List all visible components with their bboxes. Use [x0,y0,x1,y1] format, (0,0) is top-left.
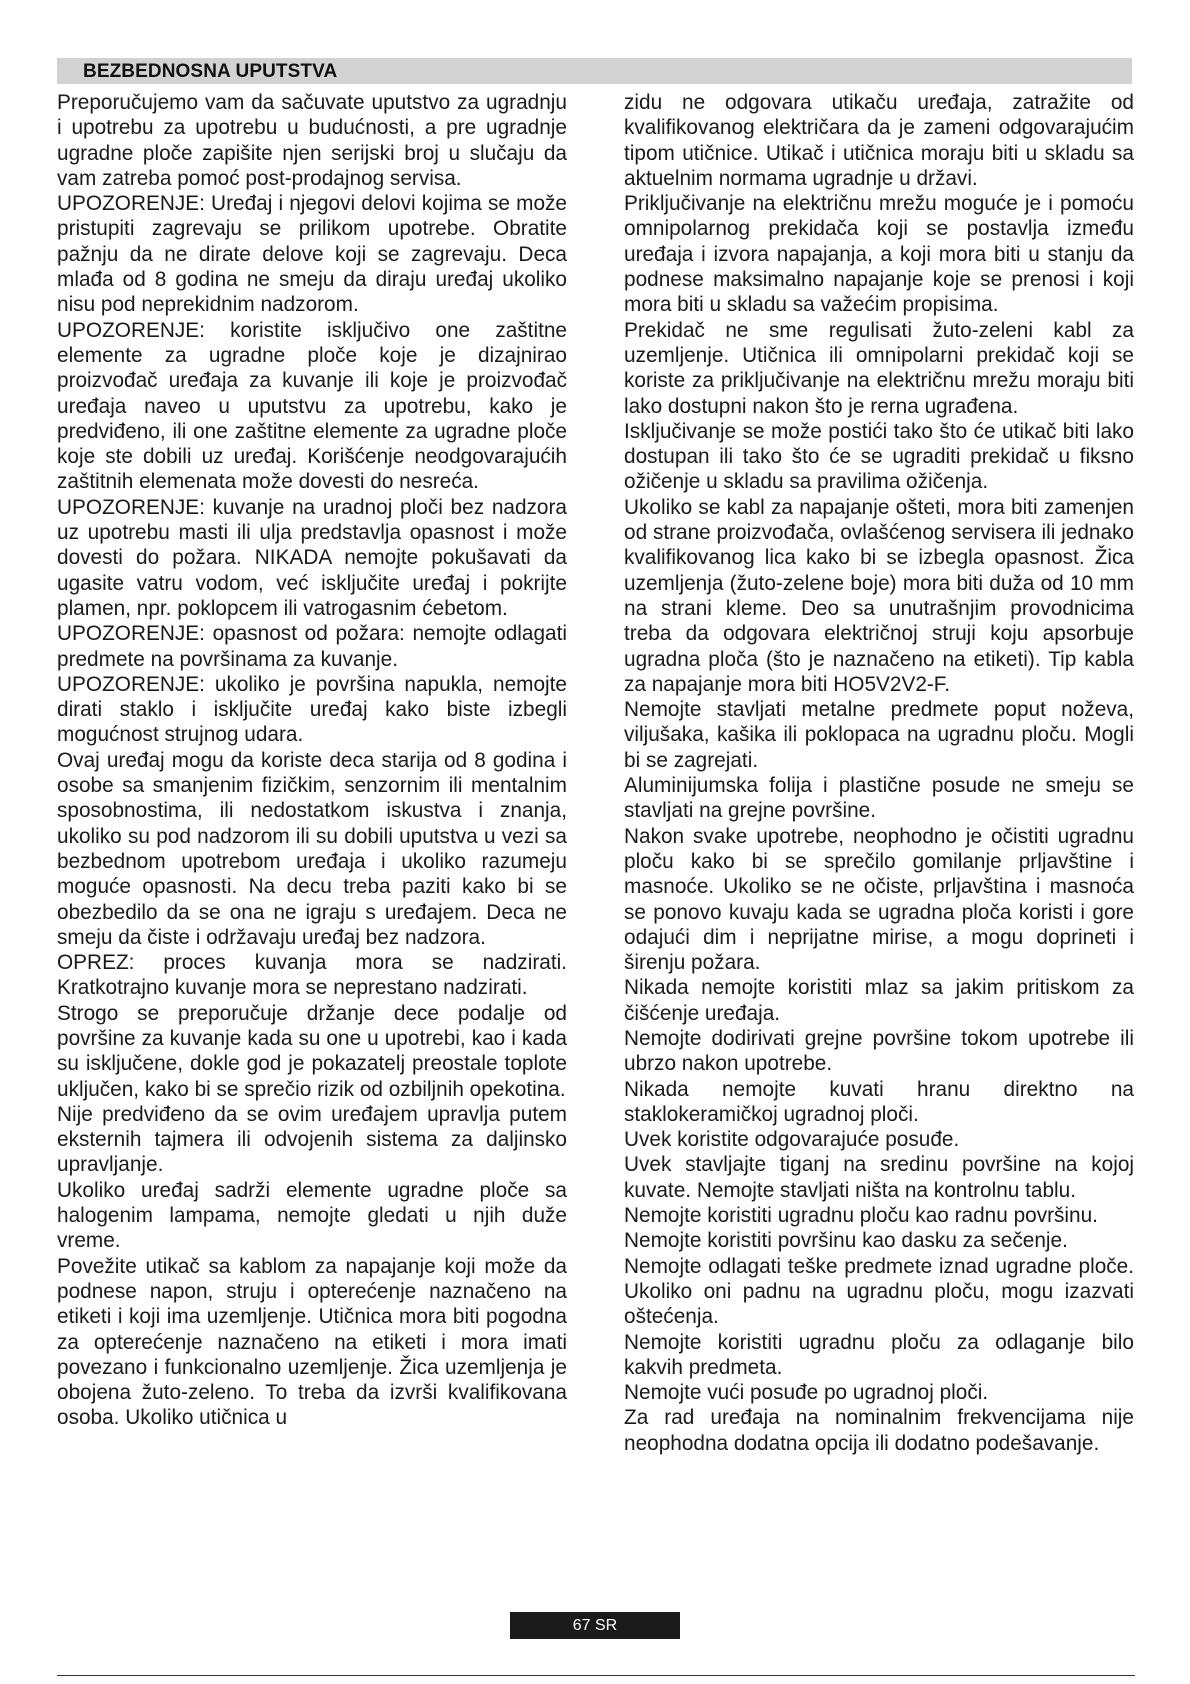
paragraph: Ukoliko uređaj sadrži elemente ugradne ploče sa halogenim lampama, nemojte gledati u njih duže vreme. [57,1178,567,1253]
paragraph: Prekidač ne sme regulisati žuto-zeleni kabl za uzemljenje. Utičnica ili omnipolarni prekidač koji se koriste za priključivanje na električnu mrežu moraju biti lako dostupni nakon što je rerna ugrađena. [624,318,1134,418]
paragraph: zidu ne odgovara utikaču uređaja, zatražite od kvalifikovanog električara da je zameni odgovarajućim tipom utičnice. Utikač i utičnica moraju biti u skladu sa aktuelnim normama ugradnje u državi. [624,91,1134,190]
paragraph: UPOZORENJE: Uređaj i njegovi delovi kojima se može pristupiti zagrevaju se prilikom upotrebe. Obratite pažnju da ne dirate delove koji se zagrevaju. Deca mlađa od 8 godina ne smeju da diraju uređaj ukoliko nisu pod neprekidnim nadzorom. [57,192,567,317]
paragraph: Nemojte koristiti ugradnu ploču za odlaganje bilo kakvih predmeta. [624,1330,1134,1379]
paragraph: Preporučujemo vam da sačuvate uputstvo za ugradnju i upotrebu za upotrebu u budućnosti, a pre ugradnje ugradne ploče zapišite njen serijski broj u slučaju da vam zatreba pomoć post-prodajnog servisa. [57,91,567,190]
right-column [624,90,1134,1456]
page-number: 67 SR [510,1612,680,1639]
bottom-divider [57,1675,1135,1676]
paragraph: Priključivanje na električnu mrežu moguće je i pomoću omnipolarnog prekidača koji se postavlja između uređaja i izvora napajanja, a koji mora biti u stanju da podnese maksimalno napajanje koje se prenosi i koji mora biti u skladu sa važećim propisima. [624,192,1134,317]
paragraph: Uvek koristite odgovarajuće posuđe. [624,1128,960,1152]
paragraph: Strogo se preporučuje držanje dece podalje od površine za kuvanje kada su one u upotrebi, kao i kada su isključene, dokle god je pokazatelj preostale toplote uključen, kako bi se sprečio rizik od ozbiljnih opekotina. [57,1001,567,1101]
section-header [57,58,1132,84]
paragraph: Nakon svake upotrebe, neophodno je očistiti ugradnu ploču kako bi se sprečilo gomilanje prljavštine i masnoće. Ukoliko se ne očiste, prljavština i masnoća se ponovo kuvaju kada se ugradna ploča koristi i gore odajući dim i neprijatne mirise, a mogu doprineti i širenju požara. [624,824,1134,975]
paragraph: Za rad uređaja na nominalnim frekvencijama nije neophodna dodatna opcija ili dodatno podešavanje. [624,1406,1134,1455]
paragraph: Nemojte dodirivati grejne površine tokom upotrebe ili ubrzo nakon upotrebe. [624,1026,1134,1076]
paragraph: Nikada nemojte koristiti mlaz sa jakim pritiskom za čišćenje uređaja. [624,976,1134,1025]
paragraph: UPOZORENJE: koristite isključivo one zaštitne elemente za ugradne ploče koje je dizajnirao proizvođač uređaja za kuvanje ili koje je proizvođač uređaja naveo u uputstvu za upotrebu, kako je predviđeno, ili one zaštitne elemente za ugradne ploče koje ste dobili uz uređaj. Korišćenje neodgovarajućih zaštitnih elemenata može dovesti do nesreća. [57,318,567,494]
paragraph: OPREZ: proces kuvanja mora se nadzirati. Kratkotrajno kuvanje mora se neprestano nadzirati. [57,951,567,1000]
paragraph: Nikada nemojte kuvati hranu direktno na staklokeramičkoj ugradnoj ploči. [624,1077,1134,1126]
left-column [57,90,567,1431]
paragraph: UPOZORENJE: opasnost od požara: nemojte odlagati predmete na površinama za kuvanje. [57,622,567,671]
section-title: BEZBEDNOSNA UPUTSTVA [83,61,338,82]
paragraph: Aluminijumska folija i plastične posude ne smeju se stavljati na grejne površine. [624,774,1134,823]
paragraph: UPOZORENJE: kuvanje na uradnoj ploči bez nadzora uz upotrebu masti ili ulja predstavlja opasnost i može dovesti do požara. NIKADA nemojte pokušavati da ugasite vatru vodom, već isključite uređaj i pokrijte plamen, npr. poklopcem ili vatrogasnim ćebetom. [57,495,567,620]
paragraph: Nemojte stavljati metalne predmete poput noževa, viljušaka, kašika ili poklopaca na ugradnu ploču. Mogli bi se zagrejati. [624,698,1134,772]
paragraph: Nemojte vući posuđe po ugradnoj ploči. [624,1381,989,1405]
paragraph: Nemojte koristiti površinu kao dasku za sečenje. [624,1229,1068,1253]
paragraph: Nemojte odlagati teške predmete iznad ugradne ploče. Ukoliko oni padnu na ugradnu ploču, mogu izazvati oštećenja. [624,1254,1134,1329]
paragraph: Ovaj uređaj mogu da koriste deca starija od 8 godina i osobe sa smanjenim fizičkim, senzornim ili mentalnim sposobnostima, ili nedostatkom iskustva i znanja, ukoliko su pod nadzorom ili su dobili uputstva u vezi sa bezbednom upotrebom uređaja i ukoliko razumeju moguće opasnosti. Na decu treba paziti kako bi se obezbedilo da se ona ne igraju s uređajem. Deca ne smeju da čiste i održavaju uređaj bez nadzora. [57,748,567,949]
paragraph: Uvek stavljajte tiganj na sredinu površine na kojoj kuvate. Nemojte stavljati ništa na kontrolnu tablu. [624,1153,1134,1202]
paragraph: Isključivanje se može postići tako što će utikač biti lako dostupan ili tako što će se ugraditi prekidač u fiksno ožičenje u skladu sa pravilima ožičenja. [624,419,1134,494]
paragraph: UPOZORENJE: ukoliko je površina napukla, nemojte dirati staklo i isključite uređaj kako biste izbegli mogućnost strujnog udara. [57,672,567,747]
paragraph: Ukoliko se kabl za napajanje ošteti, mora biti zamenjen od strane proizvođača, ovlašćenog servisera ili jednako kvalifikovanog lica kako bi se izbegla opasnost. Žica uzemljenja (žuto-zelene boje) mora biti duža od 10 mm na strani kleme. Deo sa unutrašnjim provodnicima treba da odgovara električnoj struji koju apsorbuje ugradna ploča (što je naznačeno na etiketi). Tip kabla za napajanje mora biti HO5V2V2-F. [624,495,1134,696]
paragraph: Nemojte koristiti ugradnu ploču kao radnu površinu. [624,1204,1098,1228]
paragraph: Povežite utikač sa kablom za napajanje koji može da podnese napon, struju i opterećenje naznačeno na etiketi i koji ima uzemljenje. Utičnica mora biti pogodna za opterećenje naznačeno na etiketi i mora imati povezano i funkcionalno uzemljenje. Žica uzemljenja je obojena žuto-zeleno. To treba da izvrši kvalifikovana osoba. Ukoliko utičnica u [57,1254,567,1430]
paragraph: Nije predviđeno da se ovim uređajem upravlja putem eksternih tajmera ili odvojenih sistema za daljinsko upravljanje. [57,1102,567,1177]
